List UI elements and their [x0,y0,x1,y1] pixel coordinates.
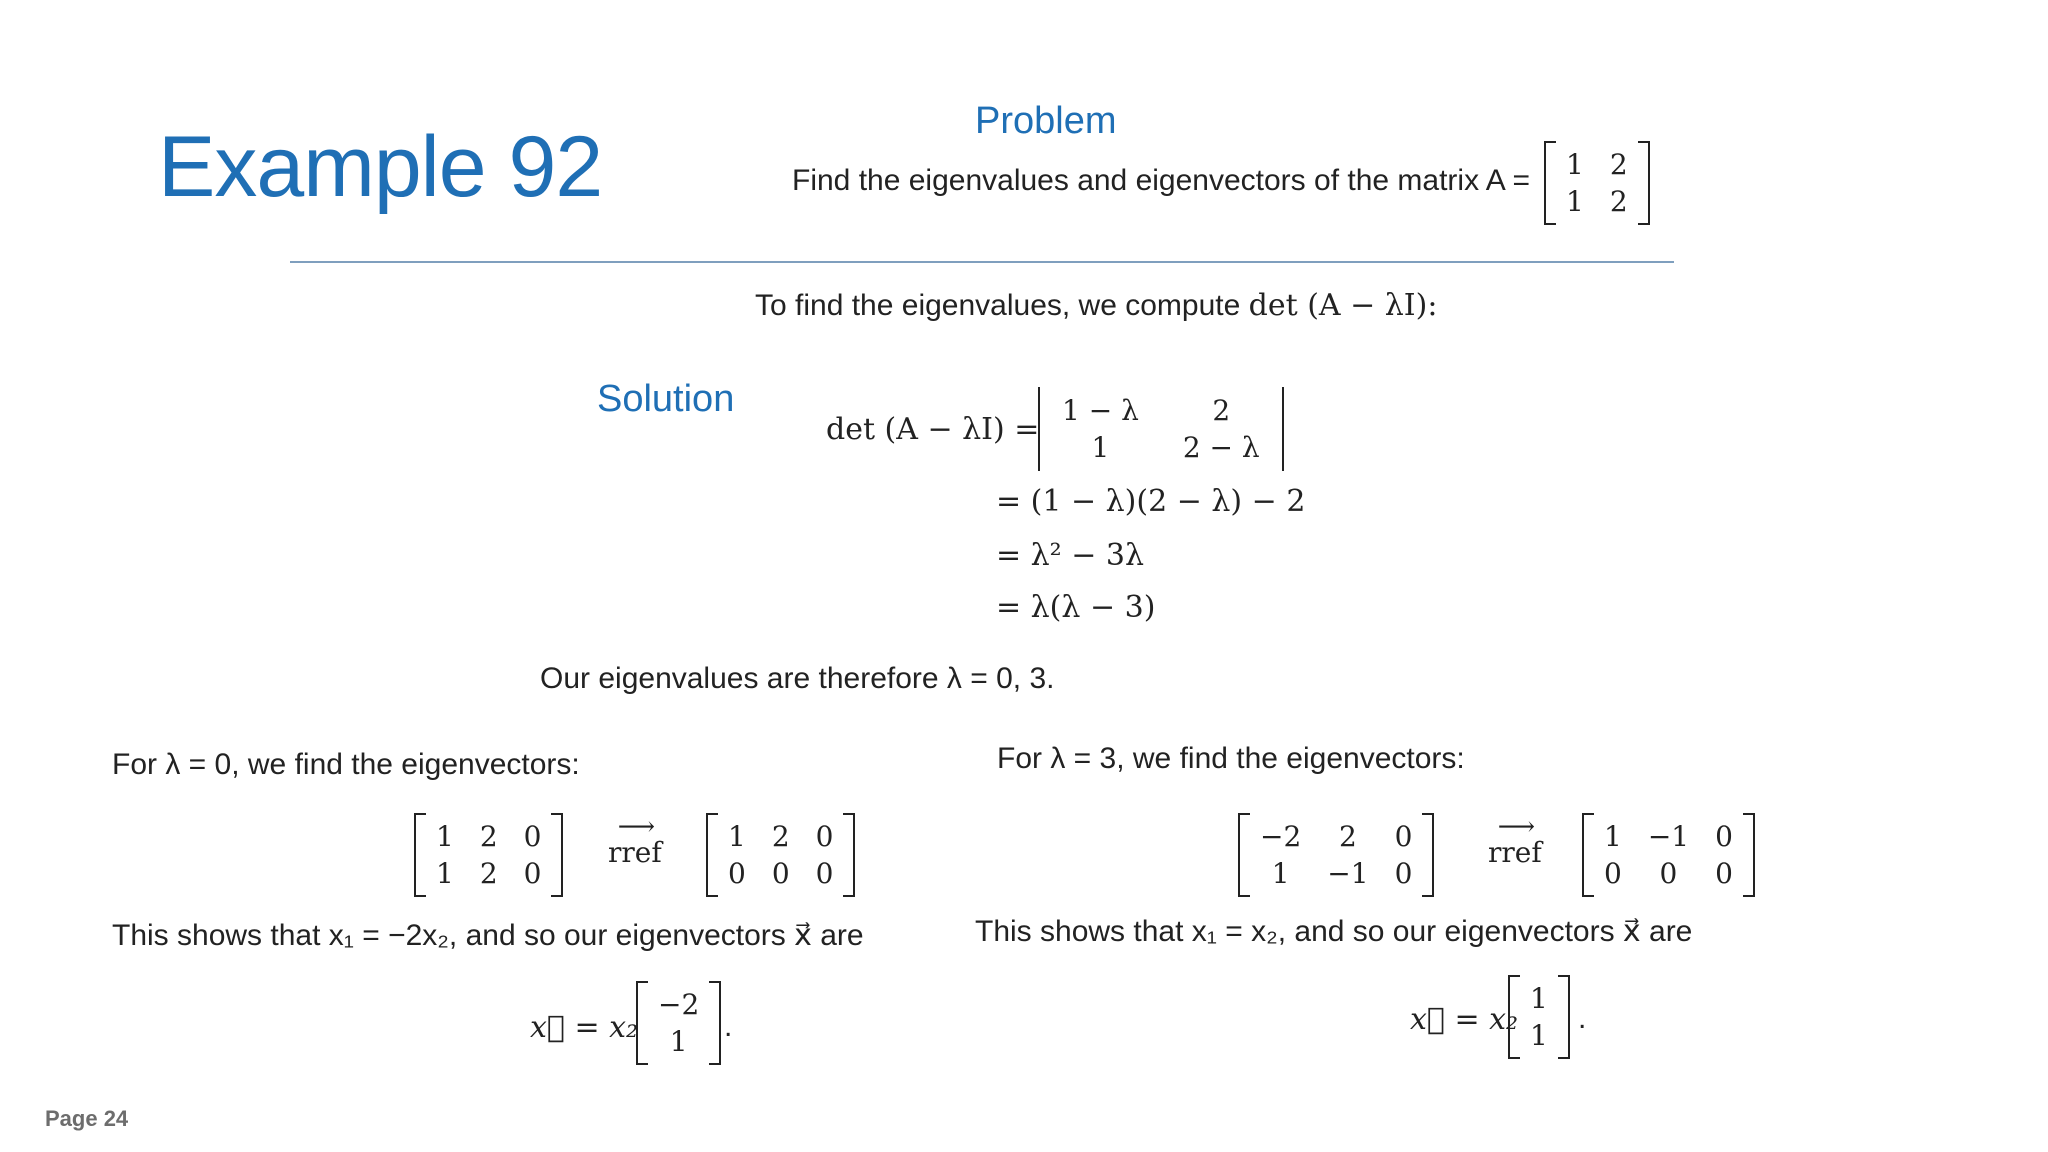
problem-statement: Find the eigenvalues and eigenvectors of the matrix A = [792,164,1530,197]
problem-matrix: 1 2 1 2 [1544,141,1650,225]
case0-vector-lhs: x⃗ = x₂ [530,1010,639,1045]
solution-heading: Solution [597,378,735,420]
case0-aug-matrix: 1 2 0 1 2 0 [414,812,563,898]
case0-period: . [724,1010,733,1043]
det-step-1: = (1 − λ)(2 − λ) − 2 [996,484,1306,519]
problem-heading: Problem [975,100,1117,142]
case0-rref-matrix: 1 2 0 0 0 0 [706,812,855,898]
case3-rref-arrow: ⟶ rref [1488,812,1542,869]
case3-shows: This shows that x₁ = x₂, and so our eigenvectors x⃗ are [975,915,1693,948]
det-step-3: = λ(λ − 3) [996,590,1156,625]
case3-rref-matrix: 1 −1 0 0 0 0 [1582,812,1755,898]
det-lhs: det (A − λI) = [826,412,1040,447]
slide-title: Example 92 [158,119,603,215]
right-arrow-icon: ⟶ [617,812,652,842]
page-number: Page 24 [45,1106,129,1131]
case3-period: . [1578,1002,1587,1035]
det-step-2: = λ² − 3λ [996,538,1145,573]
case3-aug-matrix: −2 2 0 1 −1 0 [1238,812,1434,898]
case3-heading: For λ = 3, we find the eigenvectors: [997,742,1465,775]
case3-vector-lhs: x⃗ = x₂ [1410,1002,1519,1037]
eigenvalues-line: Our eigenvalues are therefore λ = 0, 3. [540,662,1055,695]
case0-vector: −2 1 [636,980,721,1066]
case3-vector: 1 1 [1508,974,1570,1060]
right-arrow-icon: ⟶ [1497,812,1532,842]
case0-rref-arrow: ⟶ rref [608,812,662,869]
det-matrix: 1 − λ 2 1 2 − λ [1038,386,1284,472]
case0-shows: This shows that x₁ = −2x₂, and so our eigenvectors x⃗ are [112,919,864,952]
case0-heading: For λ = 0, we find the eigenvectors: [112,748,580,781]
divider-line [290,261,1674,263]
solution-intro: To find the eigenvalues, we compute det (A − λI): [755,288,1438,323]
